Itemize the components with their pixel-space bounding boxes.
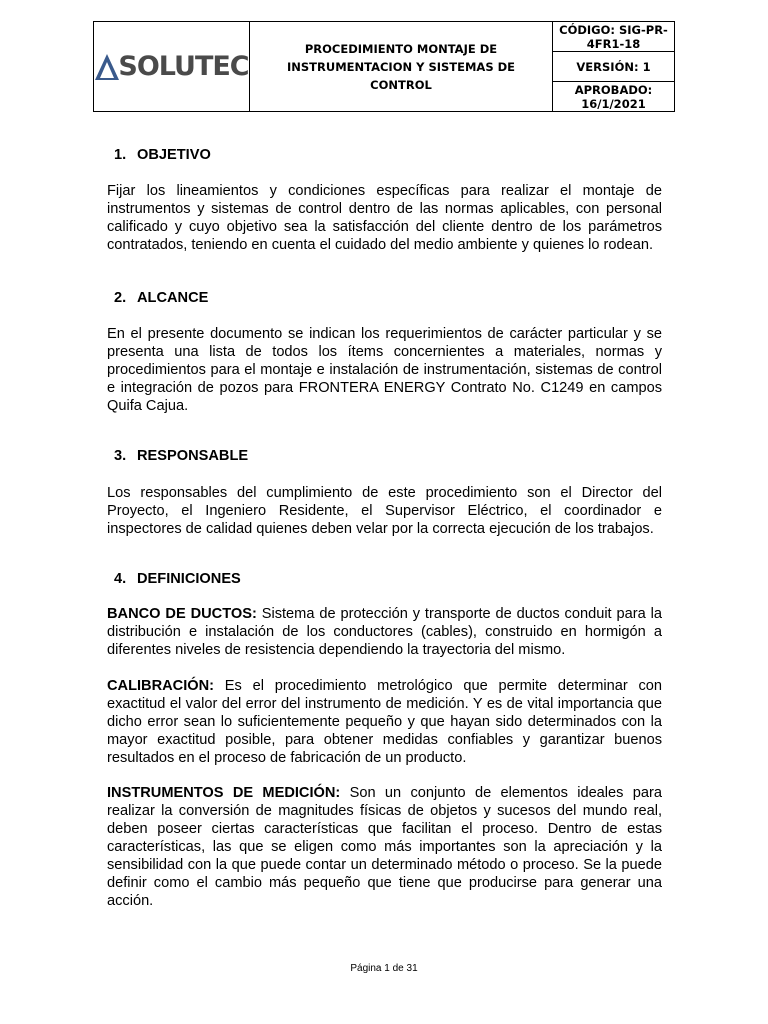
logo-cell [94,22,250,112]
logo-triangle-icon [94,53,120,81]
definition-term: INSTRUMENTOS DE MEDICIÓN: [107,785,341,801]
definition-text: Son un conjunto de elementos ideales para realizar la conversión de magnitudes físicas de objetos y sucesos del mundo real, deben poseer ciertas características que facilitan el proceso. Dentro de estas características, las que se eligen como más importantes son la apreciación y la sensibilidad con la que puede contar un determinado método o proceso. Se la puede definir como el cambio más pequeño que tiene que producirse para generar una acción. [107,785,662,909]
definition-text: Sistema de protección y transporte de ductos conduit para la distribución e instalación de los conductores (cables), construido en hormigón a diferentes niveles de resistencia dependiendo la trayectoria del mismo. [107,606,662,658]
definition-term: BANCO DE DUCTOS: [107,606,257,622]
section-heading-definiciones: 4. DEFINICIONES [114,571,241,587]
definition-calibracion [107,677,662,767]
document-title: PROCEDIMIENTO MONTAJE DE INSTRUMENTACION Y SISTEMAS DE CONTROL [250,22,553,112]
solutec-logo [94,22,249,111]
page-number: Página 1 de 31 [350,963,418,974]
document-header [93,21,675,112]
definition-term: CALIBRACIÓN: [107,678,215,694]
section-heading-responsable: 3. RESPONSABLE [114,448,249,464]
document-code: CÓDIGO: SIG-PR-4FR1-18 [553,22,675,52]
section-heading-alcance: 2. ALCANCE [114,290,209,306]
section-text-alcance: En el presente documento se indican los requerimientos de carácter particular y se presenta una lista de todos los ítems concernientes a materiales, normas y procedimientos para el montaje e instalación de instrumentación, sistemas de control e integración de pozos para FRONTERA ENERGY Contrato No. C1249 en campos Quifa Cajua. [107,326,662,414]
logo-text: SOLUTEC [118,51,249,82]
section-text-objetivo: Fijar los lineamientos y condiciones específicas para realizar el montaje de instrumentos y sistemas de control dentro de las normas aplicables, con personal calificado y cuyo objetivo sea la satisfacción del cliente dentro de los parámetros contratados, teniendo en cuenta el cuidado del medio ambiente y quienes lo rodean. [107,183,662,253]
document-approved-date: APROBADO: 16/1/2021 [553,82,675,112]
definition-banco-de-ductos [107,605,662,659]
section-text-responsable: Los responsables del cumplimiento de este procedimiento son el Director del Proyecto, el Ingeniero Residente, el Supervisor Eléctrico, el coordinador e inspectores de calidad quienes deben velar por la correcta ejecución de los trabajos. [107,485,662,537]
document-version: VERSIÓN: 1 [553,52,675,82]
section-heading-objetivo: 1. OBJETIVO [114,147,211,163]
definition-instrumentos-de-medicion [107,784,662,910]
definition-text: Es el procedimiento metrológico que permite determinar con exactitud el valor del error del instrumento de medición. Y es de vital importancia que dicho error sean lo suficientemente pequeño y que hayan sido determinados con la mayor exactitud posible, para obtener medidas confiables y garantizar buenos resultados en el proceso de fabricación de un producto. [107,678,662,766]
